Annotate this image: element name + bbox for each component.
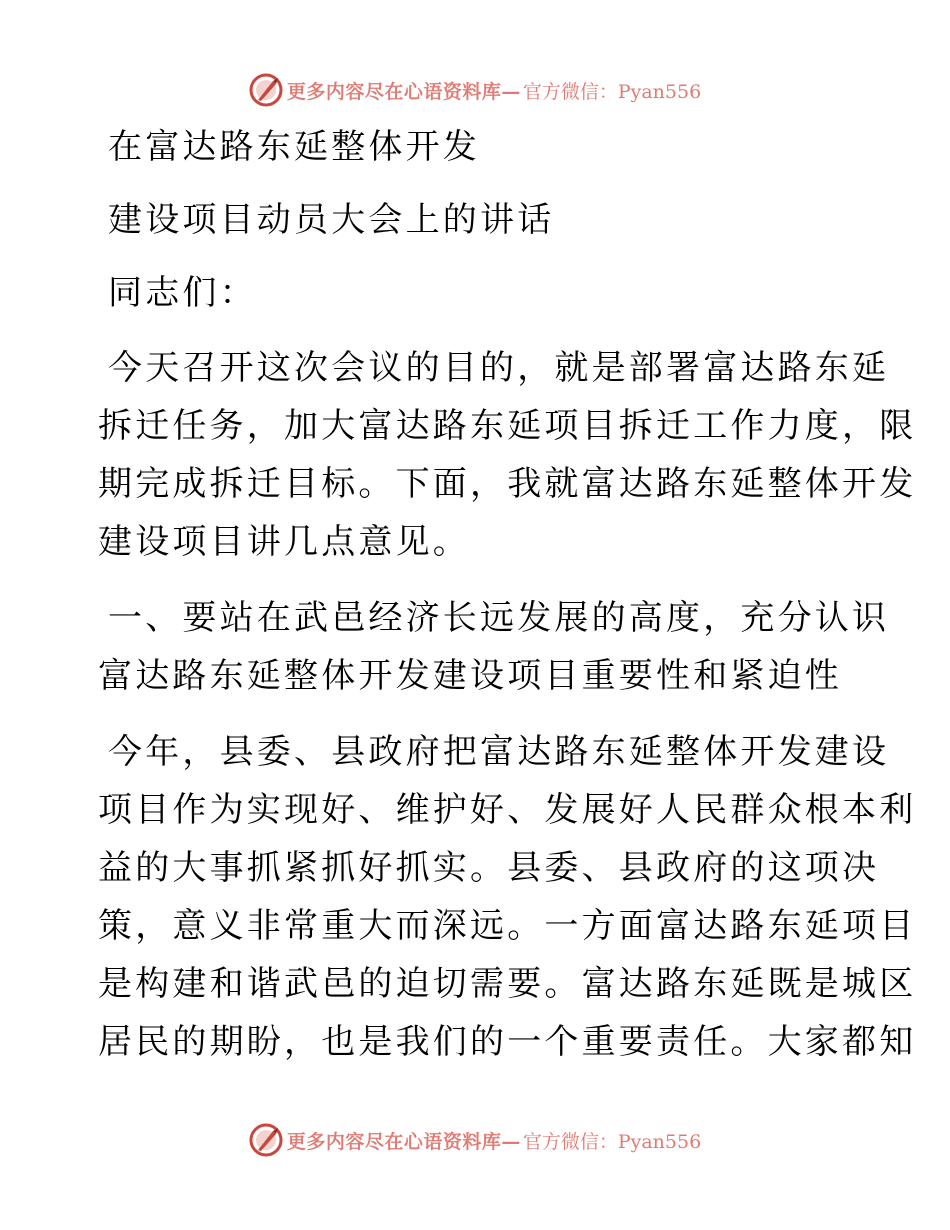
title-line-1: 在富达路东延整体开发 [108, 127, 480, 167]
title-line-2: 建设项目动员大会上的讲话 [108, 200, 555, 240]
paragraph-line: 今天召开这次会议的目的，就是部署富达路东延 [108, 348, 890, 388]
banner-text: 更多内容尽在心语资料库— [286, 1130, 521, 1153]
paragraph-line: 益的大事抓紧抓好抓实。县委、县政府的这项决 [98, 848, 880, 888]
banner-text: 更多内容尽在心语资料库— [286, 80, 521, 103]
quill-logo-icon [249, 73, 283, 107]
paragraph-line: 建设项目讲几点意见。 [98, 522, 470, 562]
salutation: 同志们： [108, 273, 257, 313]
paragraph-line: 今年，县委、县政府把富达路东延整体开发建设 [108, 732, 890, 772]
paragraph-line: 项目作为实现好、维护好、发展好人民群众根本利 [98, 790, 917, 830]
paragraph-line: 是构建和谐武邑的迫切需要。富达路东延既是城区 [98, 964, 917, 1004]
header-banner [0, 70, 950, 110]
quill-logo-icon [249, 1123, 283, 1157]
wechat-text: 官方微信：Pyan556 [522, 1130, 702, 1153]
paragraph-line: 居民的期盼，也是我们的一个重要责任。大家都知 [98, 1022, 917, 1062]
paragraph-line: 期完成拆迁目标。下面，我就富达路东延整体开发 [98, 464, 917, 504]
footer-banner [0, 1120, 950, 1160]
wechat-text: 官方微信：Pyan556 [522, 80, 702, 103]
paragraph-line: 拆迁任务，加大富达路东延项目拆迁工作力度，限 [98, 406, 917, 446]
paragraph-line: 策，意义非常重大而深远。一方面富达路东延项目 [98, 906, 917, 946]
heading-line: 富达路东延整体开发建设项目重要性和紧迫性 [98, 656, 842, 696]
heading-line: 一、要站在武邑经济长远发展的高度，充分认识 [108, 598, 890, 638]
